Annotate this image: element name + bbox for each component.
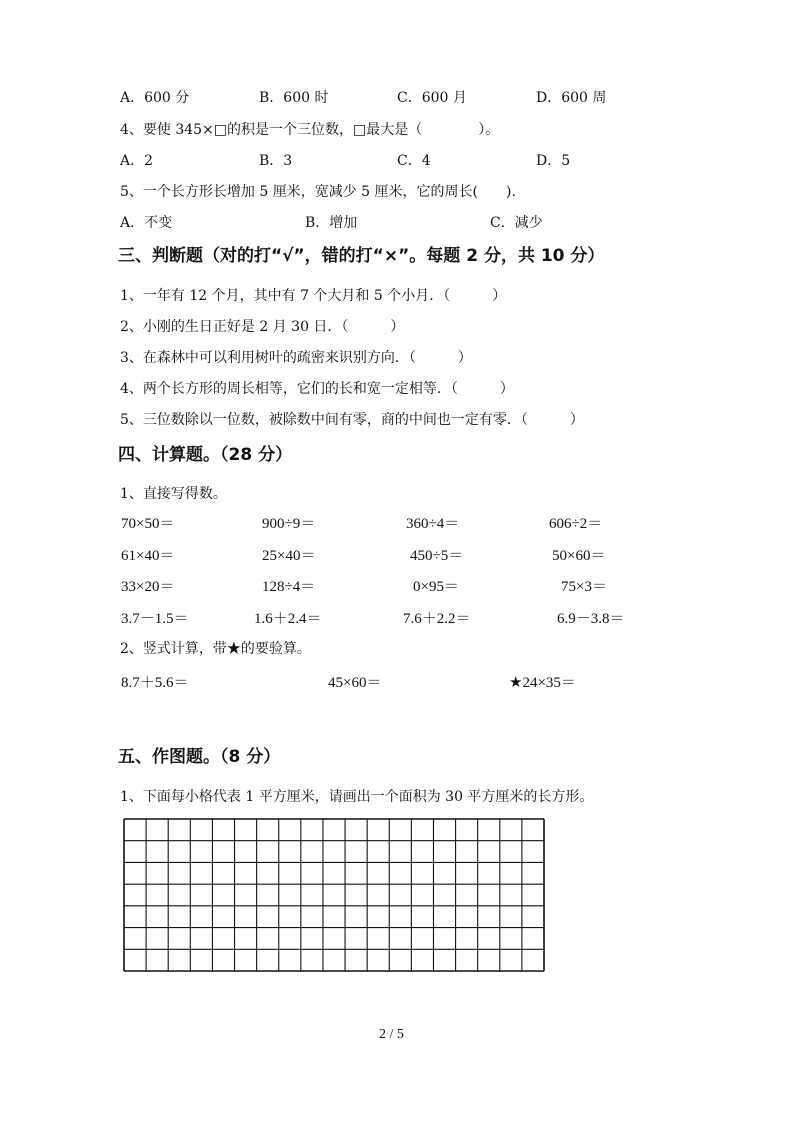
q3-option-d: D．600 周: [536, 90, 607, 106]
section4-sub1: 1、直接写得数。: [120, 486, 227, 502]
section5-q1: 1、下面每小格代表 1 平方厘米，请画出一个面积为 30 平方厘米的长方形。: [120, 789, 594, 805]
q5-option-a: A．不变: [120, 215, 173, 231]
q4-option-a: A．2: [120, 153, 154, 169]
q4-option-b: B．3: [259, 153, 293, 169]
calc-r4-c1: 3.7－1.5＝: [121, 611, 189, 627]
drawing-grid[interactable]: [123, 818, 545, 972]
section5-heading: 五、作图题。（8 分）: [118, 747, 281, 767]
calc-r4-c4: 6.9－3.8＝: [557, 611, 625, 627]
vertical-calc-3: ★24×35＝: [509, 675, 576, 691]
calc-r1-c4: 606÷2＝: [549, 516, 603, 532]
section3-heading: 三、判断题（对的打“√”，错的打“×”。每题 2 分，共 10 分）: [118, 246, 605, 266]
vertical-calc-1: 8.7＋5.6＝: [121, 675, 189, 691]
calc-r3-c3: 0×95＝: [413, 579, 459, 595]
judge-item-3: 3、在森林中可以利用树叶的疏密来识别方向．（ ）: [120, 350, 472, 366]
vertical-calc-2: 45×60＝: [328, 675, 382, 691]
calc-r2-c2: 25×40＝: [262, 548, 316, 564]
judge-item-4: 4、两个长方形的周长相等，它们的长和宽一定相等．（ ）: [120, 381, 514, 397]
q5-option-b: B．增加: [305, 215, 358, 231]
calc-r2-c1: 61×40＝: [121, 548, 175, 564]
q3-option-c: C．600 月: [397, 90, 467, 106]
calc-r1-c2: 900÷9＝: [262, 516, 316, 532]
judge-item-1: 1、一年有 12 个月，其中有 7 个大月和 5 个小月．（ ）: [120, 288, 507, 304]
calc-r1-c1: 70×50＝: [121, 516, 175, 532]
q5-option-c: C．减少: [490, 215, 543, 231]
calc-r3-c2: 128÷4＝: [262, 579, 316, 595]
section4-sub2: 2、竖式计算，带★的要验算。: [120, 641, 311, 657]
calc-r4-c2: 1.6＋2.4＝: [254, 611, 322, 627]
calc-r1-c3: 360÷4＝: [406, 516, 460, 532]
q5-text: 5、一个长方形长增加 5 厘米，宽减少 5 厘米，它的周长( ).: [120, 184, 516, 200]
q3-option-b: B．600 时: [259, 90, 329, 106]
q4-option-d: D．5: [536, 153, 571, 169]
calc-r2-c4: 50×60＝: [552, 548, 606, 564]
page-number: 2 / 5: [379, 1027, 404, 1042]
calc-r4-c3: 7.6＋2.2＝: [403, 611, 471, 627]
q4-option-c: C．4: [397, 153, 431, 169]
judge-item-2: 2、小刚的生日正好是 2 月 30 日．（ ）: [120, 319, 405, 335]
calc-r3-c1: 33×20＝: [121, 579, 175, 595]
section4-heading: 四、计算题。（28 分）: [118, 445, 293, 465]
judge-item-5: 5、三位数除以一位数，被除数中间有零，商的中间也一定有零．（ ）: [120, 412, 584, 428]
q4-text: 4、要使 345×□的积是一个三位数，□最大是（ ）。: [120, 122, 500, 138]
calc-r3-c4: 75×3＝: [561, 579, 607, 595]
q3-option-a: A．600 分: [120, 90, 190, 106]
calc-r2-c3: 450÷5＝: [410, 548, 464, 564]
